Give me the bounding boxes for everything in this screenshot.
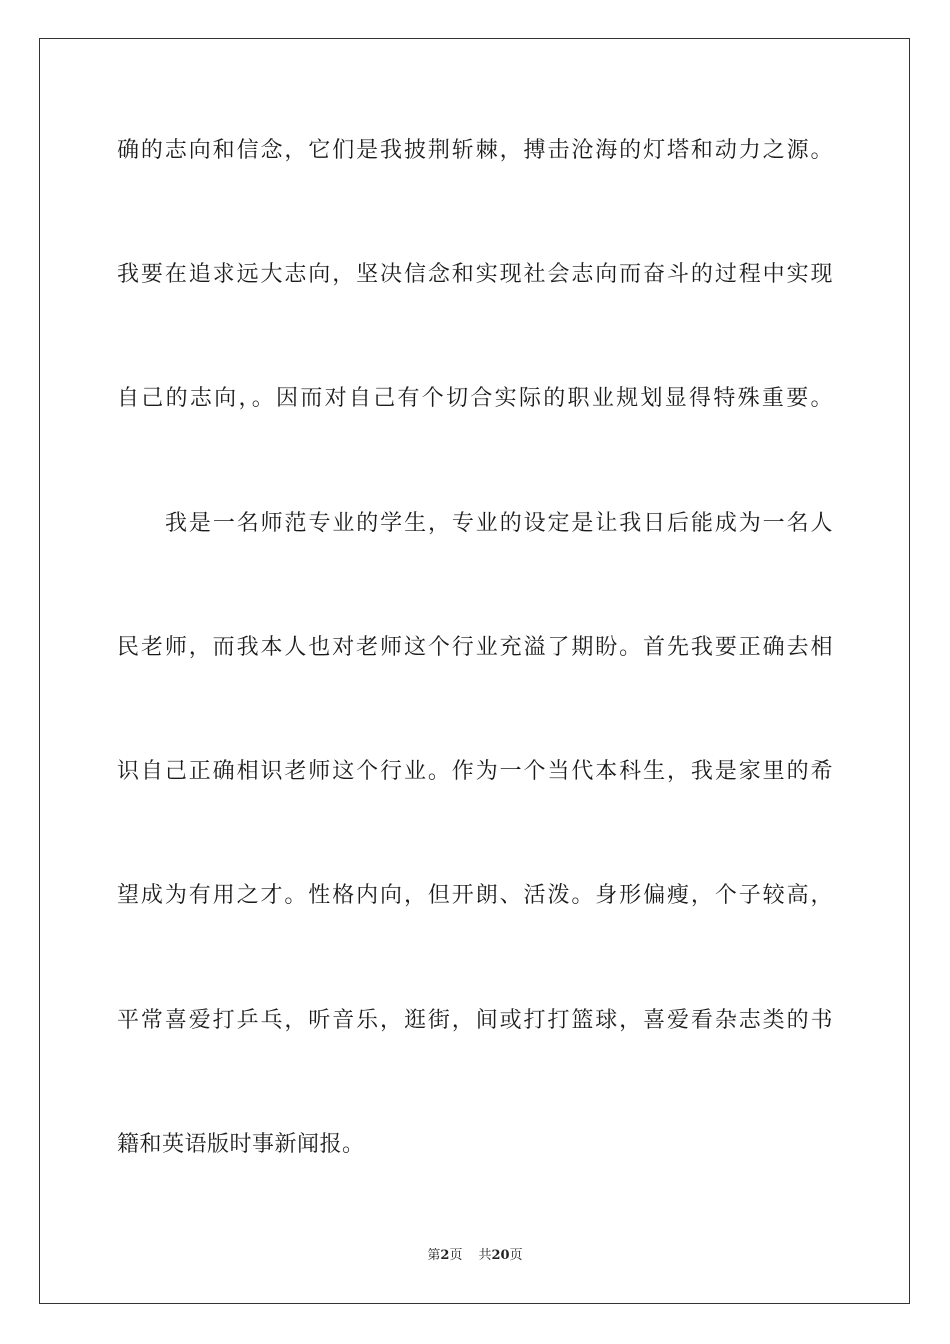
body-text-line: 望成为有用之才。性格内向，但开朗、活泼。身形偏瘦，个子较高， bbox=[117, 883, 833, 908]
paragraph-first-line: 我是一名师范专业的学生，专业的设定是让我日后能成为一名人 bbox=[165, 511, 833, 536]
page-number: 2 bbox=[440, 1248, 450, 1263]
body-text-line: 我要在追求远大志向，坚决信念和实现社会志向而奋斗的过程中实现 bbox=[117, 262, 833, 287]
page-footer bbox=[0, 1247, 950, 1265]
page-border bbox=[39, 38, 910, 1304]
total-label-suffix: 页 bbox=[509, 1248, 523, 1263]
page-label-prefix: 第 bbox=[427, 1248, 441, 1263]
body-text-line: 平常喜爱打乒乓，听音乐，逛街，间或打打篮球，喜爱看杂志类的书 bbox=[117, 1008, 833, 1033]
total-pages: 20 bbox=[491, 1248, 510, 1263]
body-text-line: 确的志向和信念，它们是我披荆斩棘，搏击沧海的灯塔和动力之源。 bbox=[117, 138, 833, 163]
page-label-suffix: 页 bbox=[449, 1248, 463, 1263]
body-text-line: 识自己正确相识老师这个行业。作为一个当代本科生，我是家里的希 bbox=[117, 759, 833, 784]
total-label-prefix: 共 bbox=[478, 1248, 492, 1263]
body-text-line: 自己的志向，。因而对自己有个切合实际的职业规划显得特殊重要。 bbox=[117, 386, 833, 411]
body-text-line: 籍和英语版时事新闻报。 bbox=[117, 1132, 365, 1157]
body-text-line: 民老师，而我本人也对老师这个行业充溢了期盼。首先我要正确去相 bbox=[117, 635, 833, 660]
